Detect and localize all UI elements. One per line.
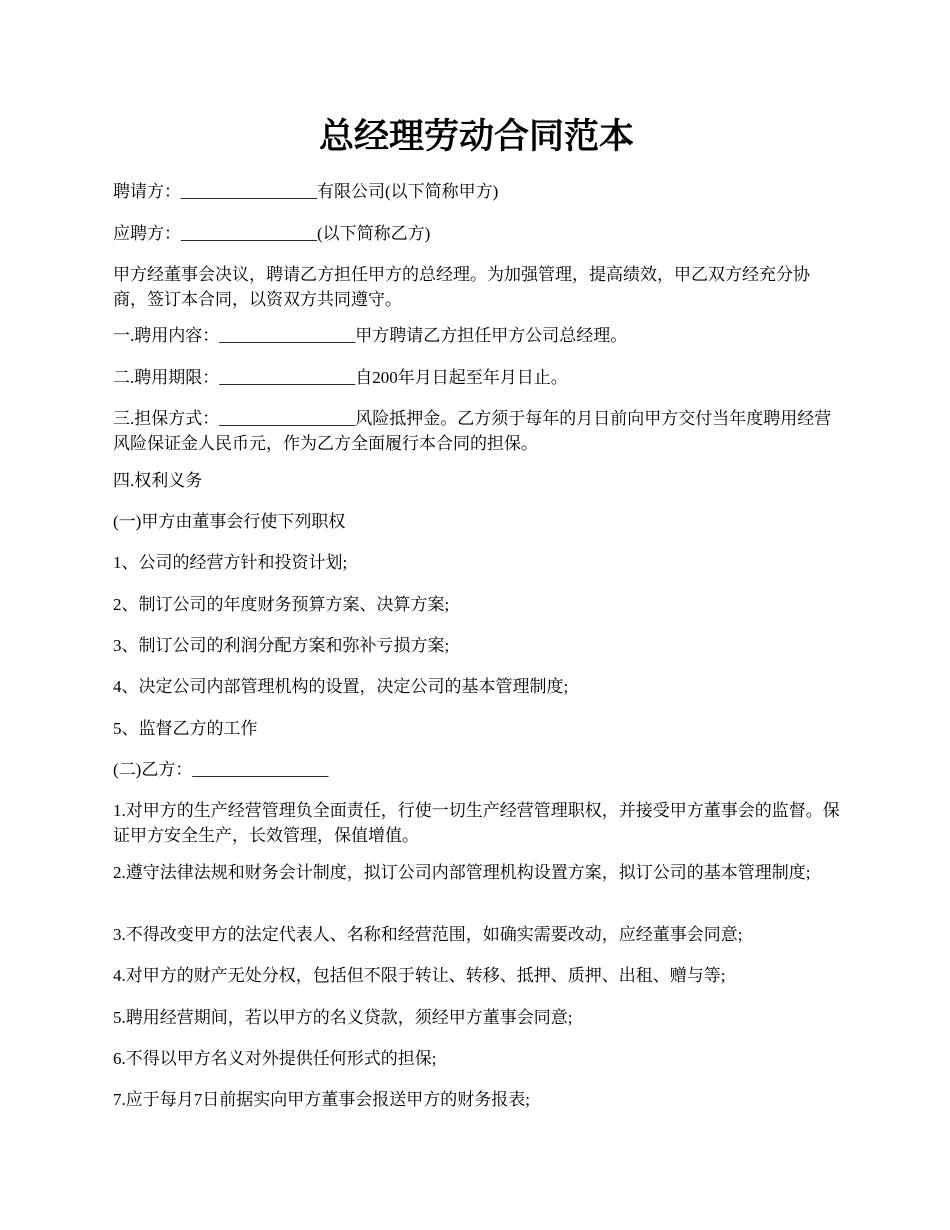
section-party-a-heading: (一)甲方由董事会行使下列职权	[113, 512, 346, 531]
party-a-item-3: 3、制订公司的利润分配方案和弥补亏损方案;	[113, 636, 450, 655]
clause-1-content: 一.聘用内容：________________甲方聘请乙方担任甲方公司总经理。	[113, 326, 628, 345]
party-a-item-4: 4、决定公司内部管理机构的设置，决定公司的基本管理制度;	[113, 677, 569, 696]
employer-line: 聘请方：________________有限公司(以下简称甲方)	[113, 182, 499, 201]
party-b-item-2: 2.遵守法律法规和财务会计制度，拟订公司内部管理机构设置方案，拟订公司的基本管理制度;	[113, 863, 811, 882]
preamble-paragraph: 甲方经董事会决议，聘请乙方担任甲方的总经理。为加强管理，提高绩效，甲乙双方经充分协商，签订本合同，以资双方共同遵守。	[113, 265, 810, 309]
party-b-item-7: 7.应于每月7日前据实向甲方董事会报送甲方的财务报表;	[113, 1090, 530, 1109]
clause-3-guarantee: 三.担保方式：________________风险抵押金。乙方须于每年的月日前向甲方交付当年度聘用经营风险保证金人民币元，作为乙方全面履行本合同的担保。	[113, 409, 832, 453]
party-b-item-6: 6.不得以甲方名义对外提供任何形式的担保;	[113, 1049, 437, 1068]
party-a-item-1: 1、公司的经营方针和投资计划;	[113, 553, 348, 572]
party-a-item-2: 2、制订公司的年度财务预算方案、决算方案;	[113, 595, 450, 614]
document-title: 总经理劳动合同范本	[318, 117, 634, 156]
employee-line: 应聘方：________________(以下简称乙方)	[113, 224, 431, 243]
party-b-item-5: 5.聘用经营期间，若以甲方的名义贷款，须经甲方董事会同意;	[113, 1008, 573, 1027]
party-b-item-3: 3.不得改变甲方的法定代表人、名称和经营范围，如确实需要改动，应经董事会同意;	[113, 925, 743, 944]
clause-2-term: 二.聘用期限：________________自200年月日起至年月日止。	[113, 368, 568, 387]
party-a-item-5: 5、监督乙方的工作	[113, 719, 258, 738]
party-b-item-1: 1.对甲方的生产经营管理负全面责任，行使一切生产经营管理职权，并接受甲方董事会的监督。保证甲方安全生产，长效管理，保值增值。	[113, 801, 840, 845]
party-b-item-4: 4.对甲方的财产无处分权，包括但不限于转让、转移、抵押、质押、出租、赠与等;	[113, 966, 726, 985]
section-party-b-heading: (二)乙方：________________	[113, 760, 329, 779]
clause-4-heading: 四.权利义务	[113, 471, 203, 490]
